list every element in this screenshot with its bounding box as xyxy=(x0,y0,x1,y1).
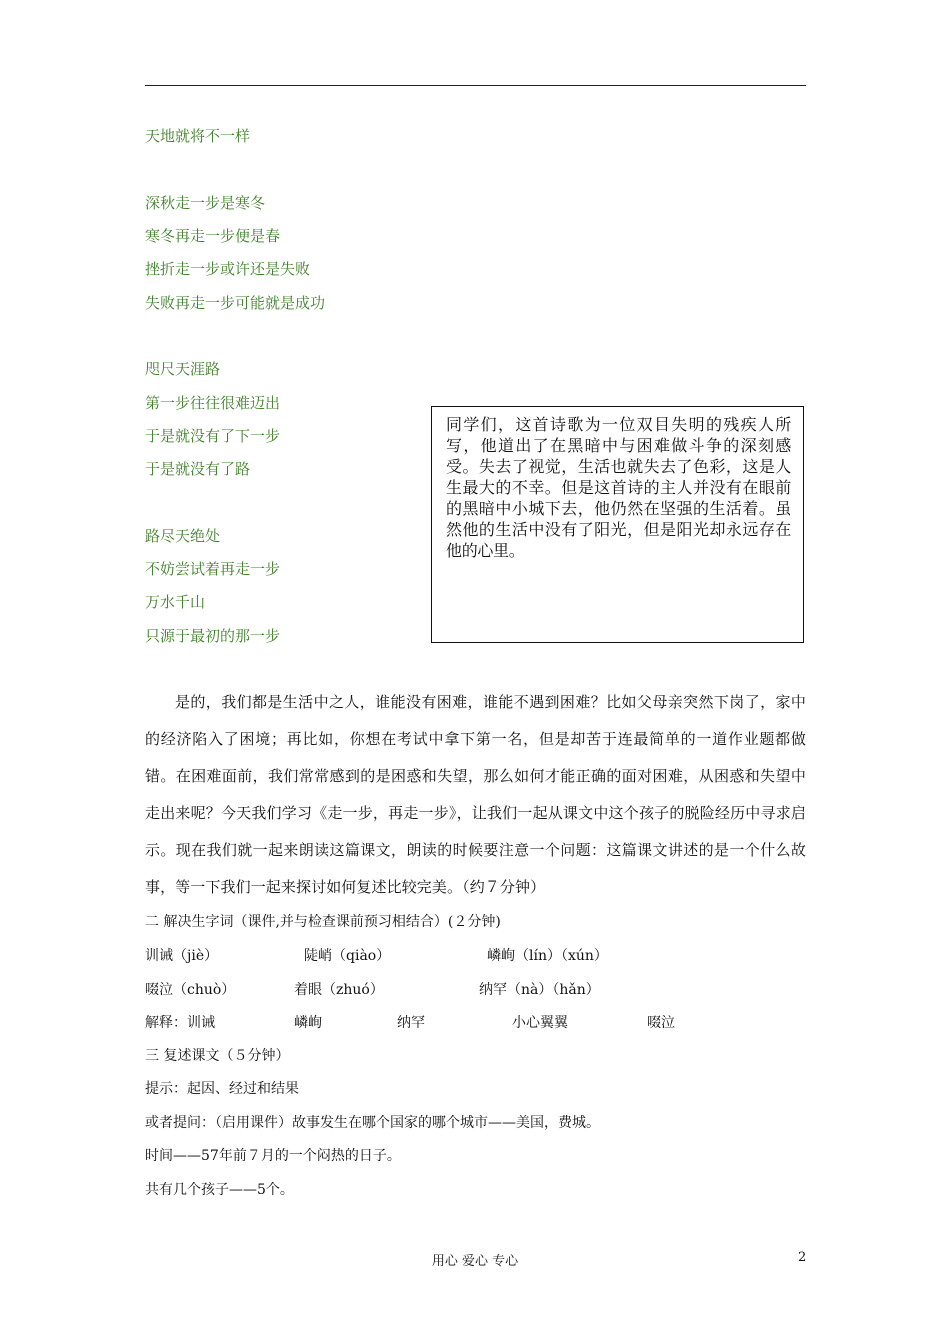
vocab-item: 训诫（jiè） xyxy=(145,948,219,964)
vocab-item: 嶙峋（lín）（xún） xyxy=(487,948,608,964)
poem-line: 天地就将不一样 xyxy=(145,127,251,145)
poem-line: 深秋走一步是寒冬 xyxy=(145,194,266,212)
header-rule xyxy=(145,85,806,86)
poem-line: 于是就没有了下一步 xyxy=(145,427,281,445)
hint-line: 提示：起因、经过和结果 xyxy=(145,1081,299,1097)
poem-line: 只源于最初的那一步 xyxy=(145,627,281,645)
poem-line: 挫折走一步或许还是失败 xyxy=(145,260,311,278)
poem-line: 失败再走一步可能就是成功 xyxy=(145,294,326,312)
vocab-item: 着眼（zhuó） xyxy=(294,982,384,998)
poem-line: 不妨尝试着再走一步 xyxy=(145,560,281,578)
poem-line: 第一步往往很难迈出 xyxy=(145,394,281,412)
poem-line: 于是就没有了路 xyxy=(145,460,251,478)
question-line: 共有几个孩子——5个。 xyxy=(145,1182,294,1198)
explain-item: 嶙峋 xyxy=(294,1015,322,1031)
explain-item: 啜泣 xyxy=(647,1015,675,1031)
poem-line: 咫尺天涯路 xyxy=(145,360,221,378)
note-box-text: 同学们，这首诗歌为一位双目失明的残疾人所写，他道出了在黑暗中与困难做斗争的深刻感受。失去了视觉，生活也就失去了色彩，这是人生最大的不幸。但是这首诗的主人并没有在眼前的黑暗中小城下去，他仍然在坚强的生活着。虽然他的生活中没有了阳光，但是阳光却永远存在他的心里。 xyxy=(446,415,791,560)
question-line: 或者提问：（启用课件）故事发生在哪个国家的哪个城市——美国，费城。 xyxy=(145,1115,600,1131)
note-box xyxy=(431,406,804,643)
poem-line: 万水千山 xyxy=(145,593,206,611)
page-number: 2 xyxy=(798,1250,807,1265)
section-heading: 二 解决生字词（课件,并与检查课前预习相结合）(２分钟) xyxy=(145,914,501,930)
vocab-item: 啜泣（chuò） xyxy=(145,982,236,998)
explain-item: 纳罕 xyxy=(397,1015,425,1031)
poem-line: 路尽天绝处 xyxy=(145,527,221,545)
footer-motto: 用心 爱心 专心 xyxy=(431,1254,519,1269)
vocab-item: 纳罕（nà）（hǎn） xyxy=(479,982,600,998)
vocab-item: 陡峭（qiào） xyxy=(304,948,391,964)
poem-line: 寒冬再走一步便是春 xyxy=(145,227,281,245)
intro-paragraph: 是的，我们都是生活中之人，谁能没有困难，谁能不遇到困难？比如父母亲突然下岗了，家中的经济陷入了困境；再比如，你想在考试中拿下第一名，但是却苦于连最简单的一道作业题都做错。在困难面前，我们常常感到的是困惑和失望，那么如何才能正确的面对困难，从困惑和失望中走出来呢？今天我们学习《走一步，再走一步》，让我们一起从课文中这个孩子的脱险经历中寻求启示。现在我们就一起来朗读这篇课文，朗读的时候要注意一个问题：这篇课文讲述的是一个什么故事，等一下我们一起来探讨如何复述比较完美。（约７分钟） xyxy=(145,693,806,896)
question-line: 时间——57年前７月的一个闷热的日子。 xyxy=(145,1148,401,1164)
section-heading: 三 复述课文（５分钟） xyxy=(145,1048,290,1064)
explain-item: 解释：训诫 xyxy=(145,1015,215,1031)
explain-item: 小心翼翼 xyxy=(512,1015,568,1031)
